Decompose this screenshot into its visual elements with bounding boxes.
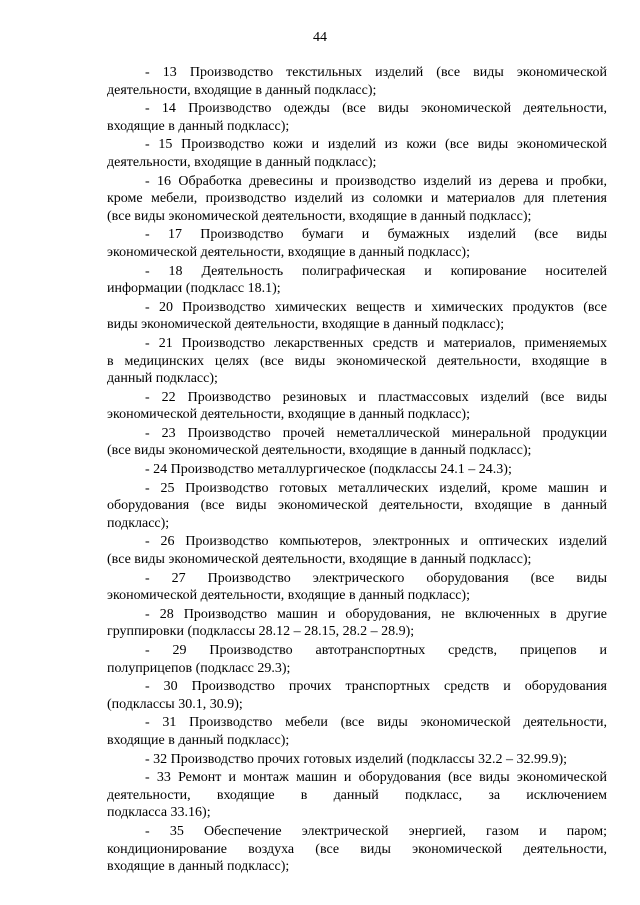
text-line: - 30 Производство прочих транспортных средств и оборудования xyxy=(145,679,607,695)
text-line: - 16 Обработка древесины и производство изделий из дерева и пробки, xyxy=(145,173,607,189)
list-item xyxy=(107,714,607,749)
list-item xyxy=(107,136,607,171)
list-item xyxy=(107,751,607,769)
text-line: (все виды экономической деятельности, входящие в данный подкласс); xyxy=(107,552,532,568)
list-item xyxy=(107,461,607,479)
text-line: - 13 Производство текстильных изделий (все виды экономической xyxy=(145,65,607,80)
text-line: (все виды экономической деятельности, входящие в данный подкласс); xyxy=(107,208,532,224)
text-line: в медицинских целях (все виды экономической деятельности, входящие в xyxy=(107,353,607,369)
list-item xyxy=(107,480,607,533)
list-item xyxy=(107,769,607,822)
text-line: подкласс); xyxy=(107,515,170,531)
list-item xyxy=(107,100,607,135)
text-line: группировки (подклассы 28.12 – 28.15, 28.2 – 28.9); xyxy=(107,624,415,640)
list-item xyxy=(107,570,607,605)
text-line: - 35 Обеспечение электрической энергией, газом и паром; xyxy=(145,823,607,839)
activity-list xyxy=(107,64,607,877)
list-item xyxy=(107,678,607,713)
list-item xyxy=(107,173,607,226)
text-line: входящие в данный подкласс); xyxy=(107,859,290,875)
text-line: деятельности, входящие в данный подкласс); xyxy=(107,82,377,98)
text-line: кондиционирование воздуха (все виды экономической деятельности, xyxy=(107,841,607,857)
text-line: (подклассы 30.1, 30.9); xyxy=(107,696,243,712)
text-line: - 29 Производство автотранспортных средств, прицепов и xyxy=(145,643,607,658)
list-item xyxy=(107,389,607,424)
text-line: - 26 Производство компьютеров, электронных и оптических изделий xyxy=(145,534,607,550)
page-number: 44 xyxy=(313,30,327,45)
text-line: - 25 Производство готовых металлических изделий, кроме машин и xyxy=(145,480,607,496)
text-line: данный подкласс); xyxy=(107,371,218,387)
text-line: входящие в данный подкласс); xyxy=(107,732,290,748)
text-line: информации (подкласс 18.1); xyxy=(107,281,281,297)
text-line: оборудования (все виды экономической деятельности, входящие в данный xyxy=(107,498,607,514)
text-line: экономической деятельности, входящие в данный подкласс); xyxy=(107,407,470,423)
text-line: - 23 Производство прочей неметаллической минеральной продукции xyxy=(145,425,607,441)
list-item xyxy=(107,64,607,99)
text-line: - 33 Ремонт и монтаж машин и оборудования (все виды экономической xyxy=(145,770,607,786)
list-item xyxy=(107,823,607,876)
text-line: виды экономической деятельности, входящие в данный подкласс); xyxy=(107,317,505,333)
list-item xyxy=(107,299,607,334)
list-item xyxy=(107,606,607,641)
text-line: - 20 Производство химических веществ и химических продуктов (все xyxy=(145,299,607,315)
text-line: подкласса 33.16); xyxy=(107,805,211,821)
text-line: - 22 Производство резиновых и пластмассовых изделий (все виды xyxy=(145,389,607,405)
text-line: экономической деятельности, входящие в данный подкласс); xyxy=(107,244,470,260)
text-line: - 14 Производство одежды (все виды экономической деятельности, xyxy=(145,101,607,117)
text-line: - 24 Производство металлургическое (подклассы 24.1 – 24.3); xyxy=(145,462,512,478)
text-line: - 18 Деятельность полиграфическая и копирование носителей xyxy=(145,263,607,279)
text-line: (все виды экономической деятельности, входящие в данный подкласс); xyxy=(107,443,532,459)
text-line: экономической деятельности, входящие в данный подкласс); xyxy=(107,588,470,604)
text-line: - 27 Производство электрического оборудования (все виды xyxy=(145,570,607,586)
text-line: - 28 Производство машин и оборудования, не включенных в другие xyxy=(145,606,607,622)
text-line: кроме мебели, производство изделий из соломки и материалов для плетения xyxy=(107,191,607,207)
list-item xyxy=(107,425,607,460)
list-item xyxy=(107,263,607,298)
list-item xyxy=(107,642,607,677)
text-line: деятельности, входящие в данный подкласс, за исключением xyxy=(107,787,607,803)
list-item xyxy=(107,533,607,568)
list-item xyxy=(107,226,607,261)
text-line: полуприцепов (подкласс 29.3); xyxy=(107,660,291,676)
text-line: входящие в данный подкласс); xyxy=(107,118,290,134)
list-item xyxy=(107,335,607,388)
text-line: - 32 Производство прочих готовых изделий (подклассы 32.2 – 32.99.9); xyxy=(145,751,568,767)
text-line: - 31 Производство мебели (все виды экономической деятельности, xyxy=(145,715,607,731)
text-line: - 15 Производство кожи и изделий из кожи (все виды экономической xyxy=(145,137,607,153)
text-line: деятельности, входящие в данный подкласс); xyxy=(107,154,377,170)
text-line: - 17 Производство бумаги и бумажных изделий (все виды xyxy=(145,227,607,243)
text-line: - 21 Производство лекарственных средств и материалов, применяемых xyxy=(145,335,607,351)
